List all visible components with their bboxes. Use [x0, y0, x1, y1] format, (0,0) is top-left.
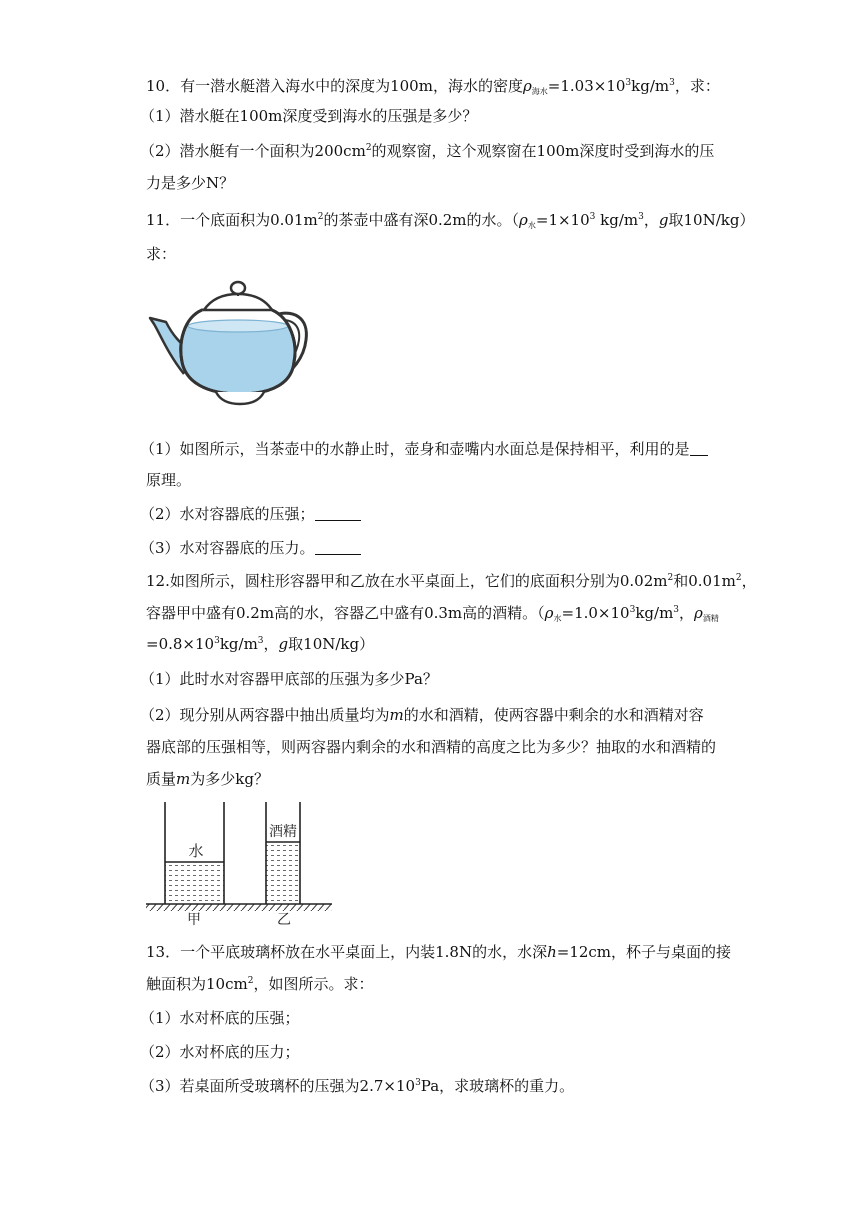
q10-part2-line1: （2）潜水艇有一个面积为$200cm^2$的观察窗，这个观察窗在100m深度时受到海水的压	[140, 142, 715, 160]
label-alcohol: 酒精	[269, 824, 297, 840]
q11-part3: （3）水对容器底的压力。	[140, 538, 361, 558]
q11-part1-line2: 原理。	[146, 471, 192, 489]
q13-stem-line2: 触面积为$10cm^2$，如图所示。求：	[146, 975, 374, 993]
q12-part1: （1）此时水对容器甲底部的压强为多少Pa？	[140, 670, 438, 688]
q11-ask: 求：	[146, 245, 177, 263]
label-water: 水	[188, 842, 204, 860]
q12-stem-line3: $=0.8\times 10^3kg/m^3$，g取10N/kg）	[146, 635, 375, 653]
q13-part2: （2）水对杯底的压力；	[140, 1043, 300, 1061]
teapot-figure	[144, 278, 314, 416]
q11-part2: （2）水对容器底的压强；	[140, 504, 361, 524]
q13-part3: （3）若桌面所受玻璃杯的压强为$2.7\times 10^3Pa$，求玻璃杯的重力。	[140, 1077, 575, 1095]
label-yi: 乙	[277, 912, 291, 928]
q12-stem-line1: 12.如图所示，圆柱形容器甲和乙放在水平桌面上，它们的底面积分别为$0.02m^2$和$0.01m^2$，	[146, 572, 757, 590]
q11-blank-3[interactable]	[315, 540, 361, 555]
q11-blank-2[interactable]	[315, 506, 361, 521]
q13-part1: （1）水对杯底的压强；	[140, 1009, 300, 1027]
containers-figure	[144, 798, 334, 932]
q12-part2-line1: （2）现分别从两容器中抽出质量均为m的水和酒精，使两容器中剩余的水和酒精对容	[140, 706, 704, 724]
q12-stem-line2: 容器甲中盛有0.2m高的水，容器乙中盛有0.3m高的酒精。（$\rho_水=1.0\times 10^3kg/m^3$，$\rho_{酒精}$	[146, 604, 719, 623]
q11-blank-1[interactable]	[690, 441, 708, 456]
q11-stem: 11．一个底面积为$0.01m^2$的茶壶中盛有深0.2m的水。（$\rho_水=1\times 10^3$ $kg/m^3$，g取10N/kg）	[146, 211, 755, 230]
q10-part1: （1）潜水艇在100m深度受到海水的压强是多少？	[140, 107, 478, 125]
q10-part2-line2: 力是多少N？	[146, 174, 235, 192]
q10-stem: 10．有一潜水艇潜入海水中的深度为100m，海水的密度$\rho_{海水}=1.03\times 10^3kg/m^3$，求：	[146, 77, 720, 96]
q12-part2-line3: 质量m为多少kg？	[146, 770, 269, 788]
label-jia: 甲	[187, 912, 201, 928]
q11-part1-line1: （1）如图所示，当茶壶中的水静止时，壶身和壶嘴内水面总是保持相平，利用的是	[140, 439, 708, 459]
q12-part2-line2: 器底部的压强相等，则两容器内剩余的水和酒精的高度之比为多少？抽取的水和酒精的	[146, 738, 717, 756]
q13-stem-line1: 13．一个平底玻璃杯放在水平桌面上，内装1.8N的水，水深h=12cm，杯子与桌面的接	[146, 943, 732, 961]
